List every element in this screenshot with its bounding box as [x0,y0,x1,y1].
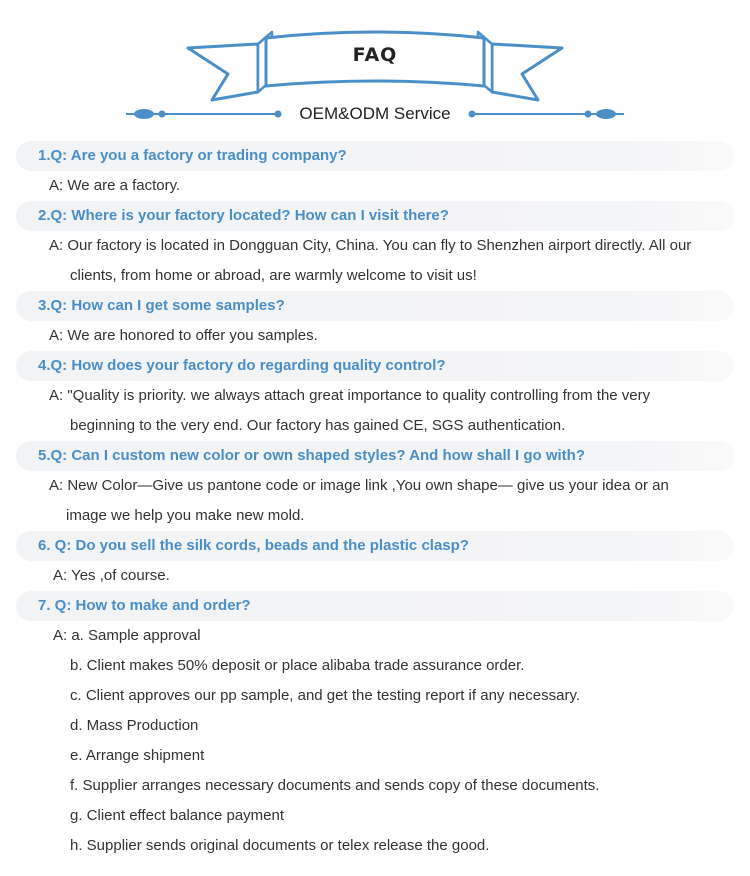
faq-answer-line: clients, from home or abroad, are warmly welcome to visit us! [70,267,477,284]
faq-answer-line: A: a. Sample approval [53,627,201,644]
faq-question: 5.Q: Can I custom new color or own shaped styles? And how shall I go with? [16,441,734,471]
faq-answer-line: A: We are honored to offer you samples. [49,327,318,344]
faq-answer-line: beginning to the very end. Our factory has gained CE, SGS authentication. [70,417,566,434]
faq-answer-line: A: Our factory is located in Dongguan City, China. You can fly to Shenzhen airport directly. All our [49,237,692,254]
faq-answer-line: A: We are a factory. [49,177,181,194]
faq-answer-line: c. Client approves our pp sample, and get the testing report if any necessary. [70,687,580,704]
faq-question: 3.Q: How can I get some samples? [16,291,734,321]
faq-answer-line: A: Yes ,of course. [53,567,170,584]
page-title: FAQ [352,44,398,66]
faq-answer-line: A: "Quality is priority. we always attach great importance to quality controlling from the very [49,387,651,404]
faq-answer-line: g. Client effect balance payment [70,807,285,824]
faq-question: 6. Q: Do you sell the silk cords, beads and the plastic clasp? [16,531,734,561]
faq-answer-line: f. Supplier arranges necessary documents and sends copy of these documents. [70,777,600,794]
page-subtitle [0,104,750,124]
faq-answer-line: A: New Color—Give us pantone code or image link ,You own shape— give us your idea or an [49,477,669,494]
faq-question: 7. Q: How to make and order? [16,591,734,621]
faq-answer-line: d. Mass Production [70,717,199,734]
subtitle-text: OEM&ODM Service [289,104,460,123]
faq-question: 1.Q: Are you a factory or trading company? [16,141,734,171]
faq-answer-line: image we help you make new mold. [66,507,305,524]
faq-question: 2.Q: Where is your factory located? How can I visit there? [16,201,734,231]
faq-question: 4.Q: How does your factory do regarding quality control? [16,351,734,381]
faq-answer-line: e. Arrange shipment [70,747,205,764]
faq-answer-line: b. Client makes 50% deposit or place alibaba trade assurance order. [70,657,525,674]
faq-answer-line: h. Supplier sends original documents or telex release the good. [70,837,490,854]
faq-list [0,141,750,861]
header-banner [0,0,750,130]
